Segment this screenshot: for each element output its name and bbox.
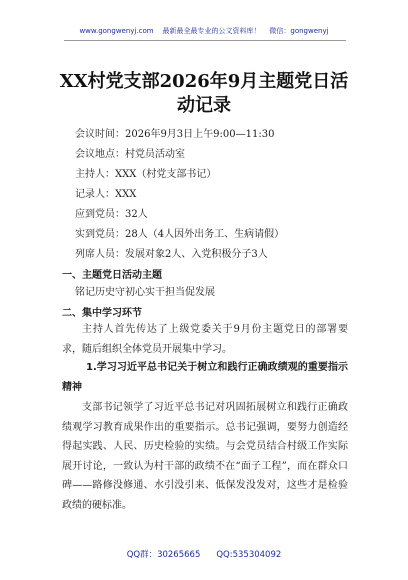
meta-present: 实到党员：28人（4人因外出务工、生病请假） [75, 229, 285, 240]
meta-recorder: 记录人：XXX [75, 189, 137, 200]
meta-attendees: 列席人员：发展对象2人、入党积极分子3人 [75, 249, 268, 260]
subsection1-text: 支部书记领学了习近平总书记对巩固拓展树立和践行正确政绩观学习教育成果作出的重要指示。总书记强调，要努力创造经得起实践、人民、历史检验的实绩。与会党员结合村级工作实际展开讨论，一致认为村干部的政绩不在“面子工程”，而在群众口碑——路修没修通、水引没引来、低保发没发对，这些才是检验政绩的硬标准。 [62, 402, 348, 511]
section1-heading: 一、主题党日活动主题 [62, 270, 162, 281]
page-footer [0, 548, 408, 560]
subsection1-heading: 1.学习习近平总书记关于树立和践行正确政绩观的重要指示精神 [62, 362, 348, 393]
section2-heading: 二、集中学习环节 [62, 308, 142, 319]
header-slogan: 最新最全最专业的公文资料库！ [162, 27, 261, 35]
footer-qq: QQ:535304092 [216, 550, 282, 560]
meta-location: 会议地点：村党员活动室 [75, 149, 185, 160]
document-title: XX村党支部2026年9月主题党日活动记录 [59, 71, 349, 116]
header-site-link[interactable]: www.gongwenyj.com [79, 27, 154, 35]
footer-qq-group: QQ群：30265665 [126, 550, 201, 560]
meta-host: 主持人：XXX（村党支部书记） [75, 169, 217, 180]
meta-time: 会议时间：2026年9月3日上午9:00—11:30 [75, 129, 275, 140]
section2-intro: 主持人首先传达了上级党委关于9月份主题党日的部署要求，随后组织全体党员开展集中学习。 [62, 324, 348, 355]
section1-text: 铭记历史守初心实干担当促发展 [75, 287, 215, 298]
header-divider [64, 40, 346, 41]
page-header [0, 26, 408, 36]
meta-expected: 应到党员：32人 [75, 209, 148, 220]
header-wechat: 微信：gongwenyj [269, 27, 329, 35]
